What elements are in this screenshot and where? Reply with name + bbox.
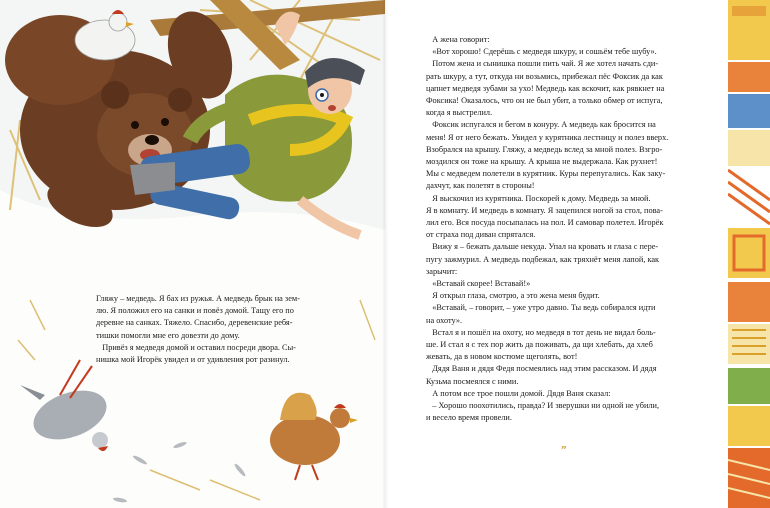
right-line: Встал я и пошёл на охоту, но медведя в тот день не видал боль- xyxy=(426,327,656,337)
right-line: «Вставай скорее! Вставай!» xyxy=(426,279,531,289)
right-line: Мы с медведем полетели в курятник. Куры перепугались. Как заку- xyxy=(426,169,666,179)
right-line: на охоту». xyxy=(426,315,463,325)
right-line: Кузьма посмеялся с ними. xyxy=(426,376,519,386)
right-line: меня! Я от него бежать. Увидел у курятника лестницу и полез вверх. xyxy=(426,132,669,142)
left-line: деревне на санках. Тяжело. Спасибо, деревенские ребя- xyxy=(96,318,293,328)
right-line: Я в комнату. И медведь в комнату. Я зацепился ногой за стол, пова- xyxy=(426,205,663,215)
left-page-text xyxy=(96,293,356,366)
right-line: «Вот хорошо! Сдерёшь с медведя шкуру, и сошьём тебе шубу». xyxy=(426,47,657,57)
right-line: зарычит: xyxy=(426,266,458,276)
right-line: Я выскочил из курятника. Поскорей к дому. Медведь за мной. xyxy=(426,193,651,203)
right-line: Вижу я – бежать дальше некуда. Упал на кровать и глаза с пере- xyxy=(426,242,659,252)
right-line: Фоксик испугался и бегом в конуру. А медведь как бросится на xyxy=(426,120,656,130)
right-page-text xyxy=(426,34,726,425)
right-line: ше. И стал я с тех пор жить да поживать, да щи хлебать, да хлеб xyxy=(426,340,653,350)
left-line: нишка мой Игорёк увидел и от удивления рот разинул. xyxy=(96,355,290,365)
right-line: Потом жена и сынишка пошли пить чай. Я же хотел начать сди- xyxy=(426,59,659,69)
right-line: лил его. Вся посуда посыпалась на пол. И самовар полетел. Игорёк xyxy=(426,218,664,228)
right-line: Взобрался на крышу. Гляжу, а медведь вслед за мной полез. Взгро- xyxy=(426,144,663,154)
right-line: дахчут, как полетят в стороны! xyxy=(426,181,535,191)
right-line: Дядя Ваня и дядя Федя посмеялись над этим рассказом. И дядя xyxy=(426,364,657,374)
right-line: и весело время провели. xyxy=(426,413,512,423)
right-line: пугу зажмурил. А медведь подбежал, как тряхнёт меня лапой, как xyxy=(426,254,660,264)
page-gutter xyxy=(382,0,388,508)
right-line: А жена говорит: xyxy=(426,35,490,44)
right-line: моздился он тоже на крышу. А крыша не выдержала. Как рухнет! xyxy=(426,157,658,167)
right-line: А потом все трое пошли домой. Дядя Ваня сказал: xyxy=(426,388,611,398)
right-line: жевать, да в новом костюме щеголять, вот! xyxy=(426,352,578,362)
right-line: Фоксика! Оказалось, что он не был убит, а только обмер от испуга, xyxy=(426,96,663,106)
left-line: тишки помогли мне его довезти до дому. xyxy=(96,330,240,340)
page-mark: ” xyxy=(561,444,568,456)
right-line: «Вставай, – говорит, – уже утро давно. Ты ведь собирался идти xyxy=(426,303,656,313)
right-line: цапнет медведя зубами за ухо! Медведь как вскочит, как рявкнет на xyxy=(426,83,665,93)
left-line: лю. Я положил его на санки и повёз домой. Тащу его по xyxy=(96,306,294,316)
left-line: Гляжу – медведь. Я бах из ружья. А медведь брык на зем- xyxy=(96,294,300,303)
right-line: от страха под диван спрятался. xyxy=(426,230,536,240)
right-line: Я открыл глаза, смотрю, а это жена меня будит. xyxy=(426,291,600,301)
right-line: – Хорошо поохотились, правда? И зверушки ни одной не убили, xyxy=(426,401,660,411)
decorative-border-strip xyxy=(728,0,770,508)
right-line: когда я выстрелил. xyxy=(426,108,493,118)
left-line: Привёз я медведя домой и оставил посреди двора. Сы- xyxy=(96,342,296,352)
right-line: рать шкуру, а тут, откуда ни возьмись, прибежал пёс Фоксик да как xyxy=(426,71,663,81)
